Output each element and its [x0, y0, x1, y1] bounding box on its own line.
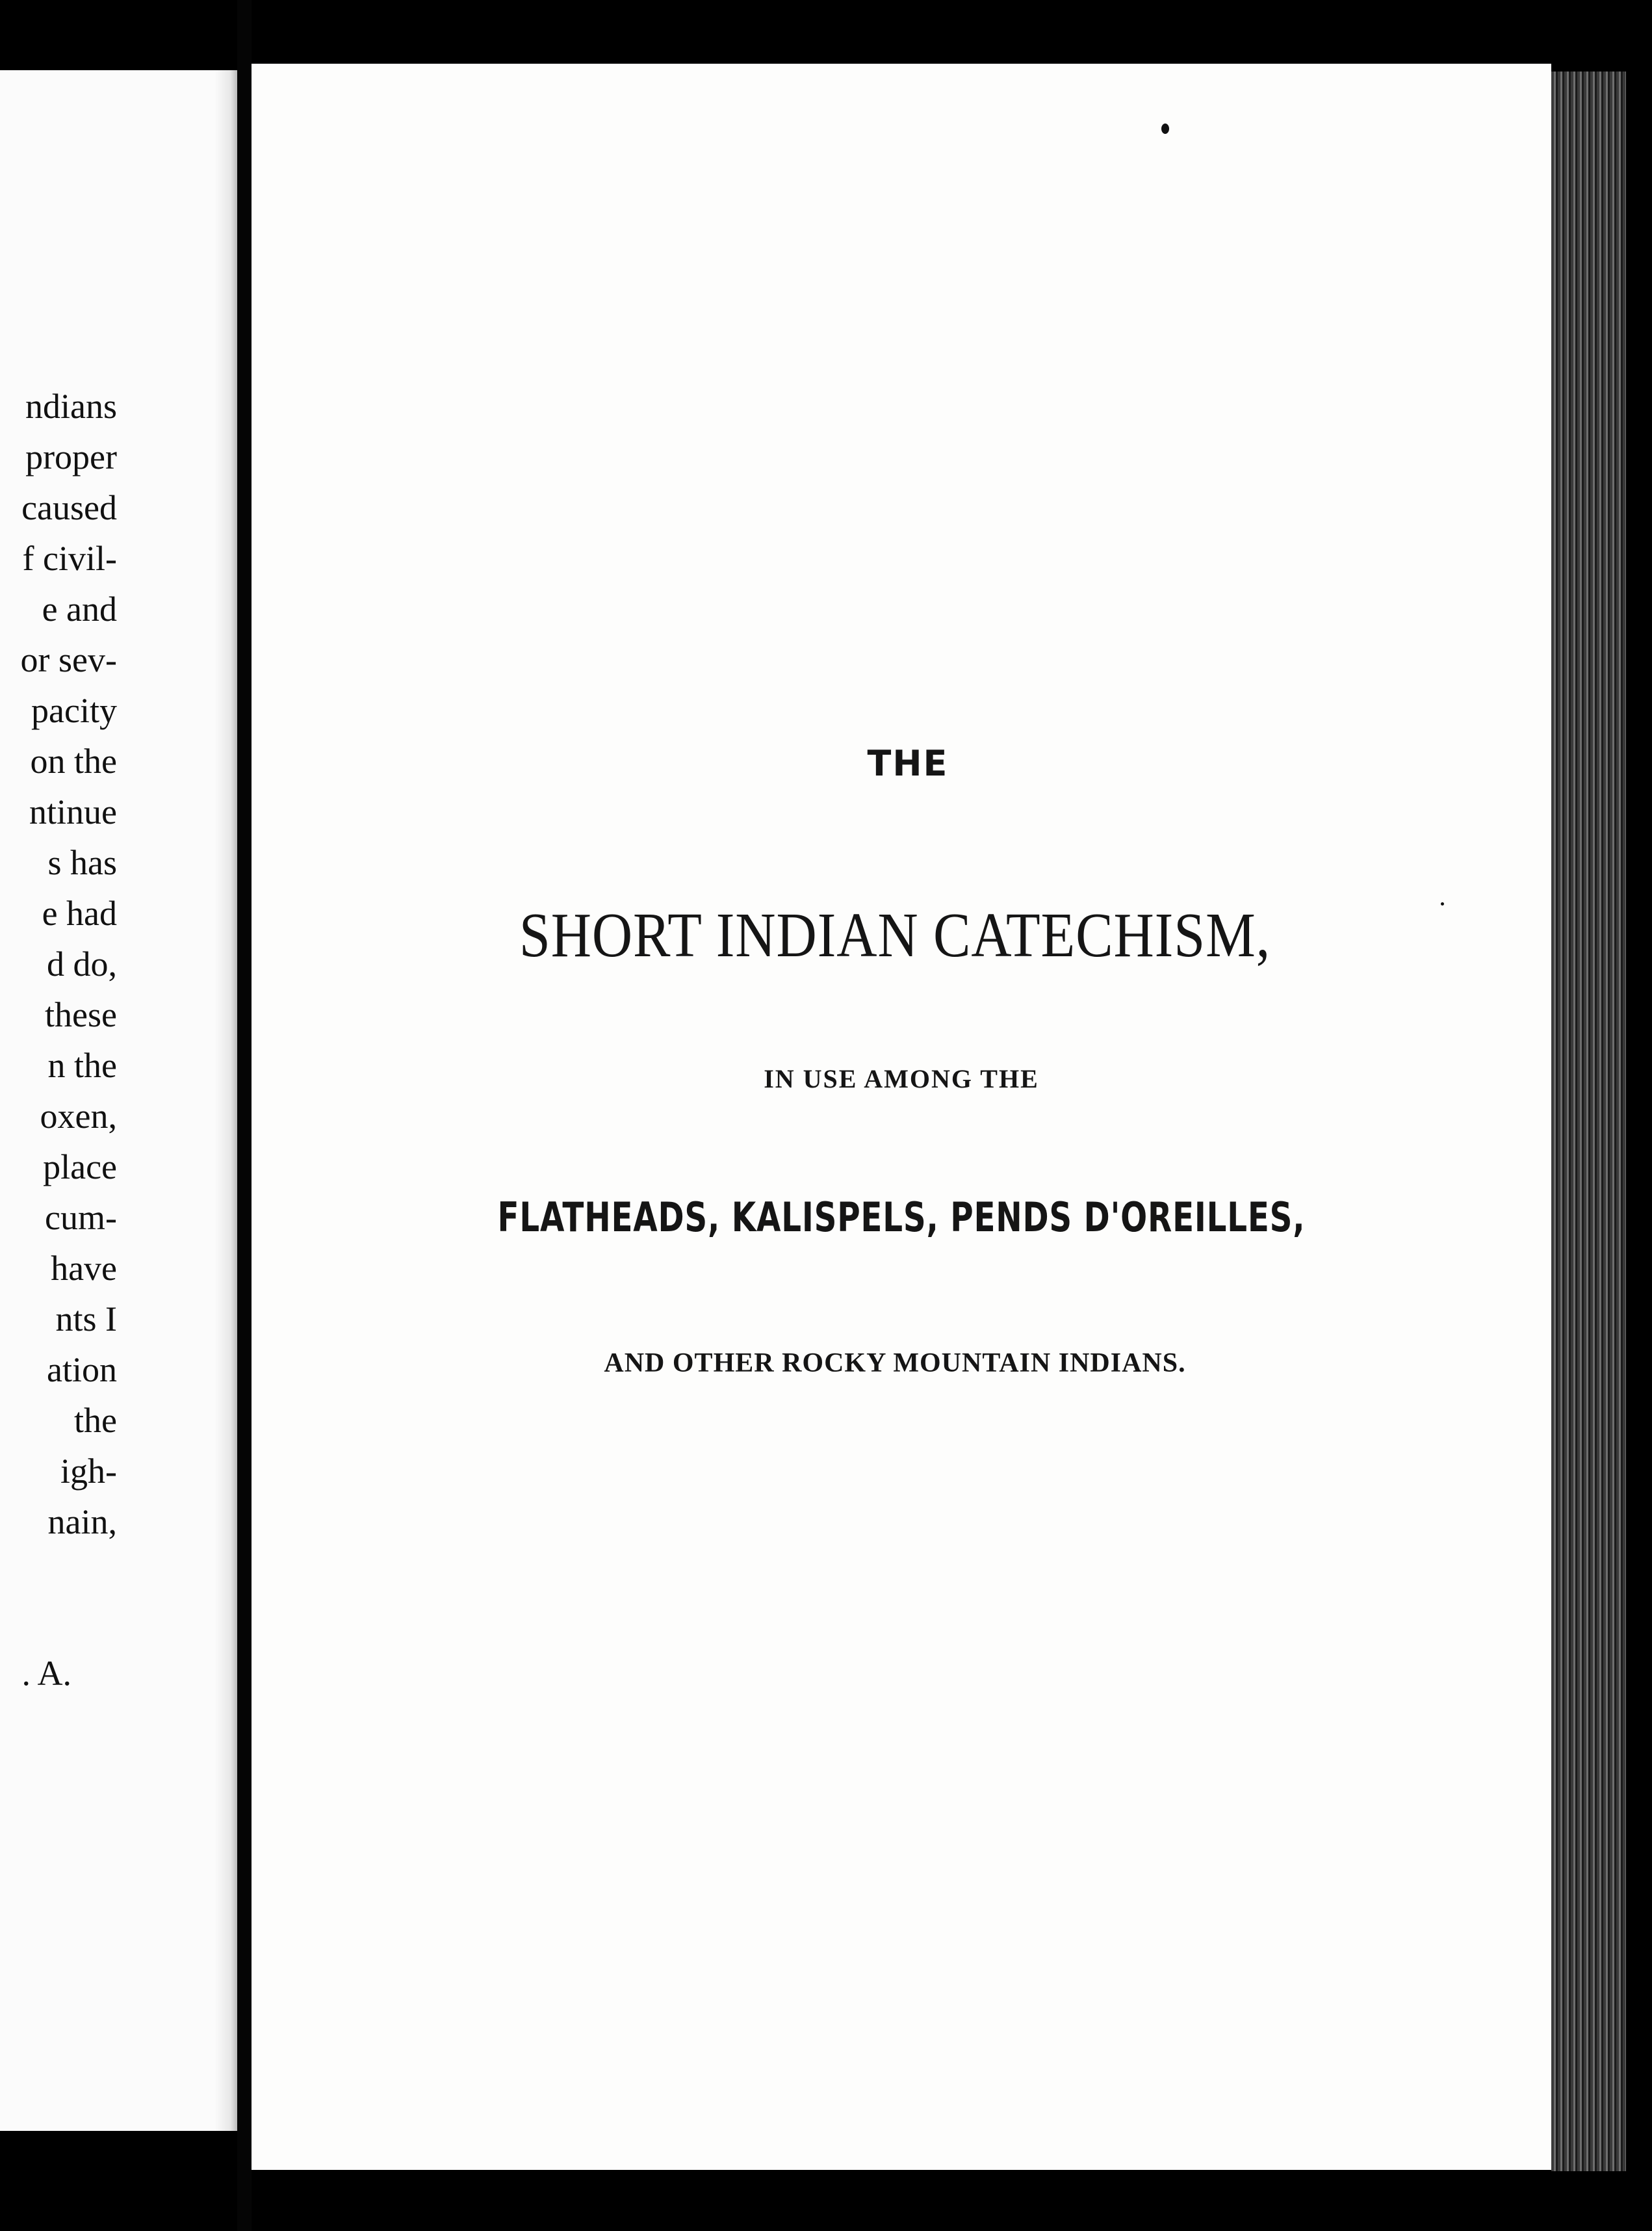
ink-speck — [1161, 124, 1169, 134]
left-page-line: place — [43, 1147, 117, 1186]
left-page-line: ntinue — [29, 792, 117, 831]
left-page-line: nain, — [47, 1502, 117, 1541]
left-page-line: s has — [47, 843, 117, 882]
title-the: THE — [867, 743, 949, 784]
page-block-edge — [1551, 72, 1626, 2171]
left-page-line: ndians — [25, 387, 117, 426]
left-page-line: proper — [25, 437, 117, 476]
left-page-line: on the — [30, 742, 117, 781]
left-page-line: pacity — [31, 691, 117, 730]
left-page-line: or sev- — [20, 640, 117, 679]
left-page-line: f civil- — [22, 539, 117, 578]
left-page-line: e and — [42, 590, 117, 629]
left-page-signoff: . A. — [21, 1654, 71, 1693]
left-page-line: these — [45, 995, 117, 1034]
main-title: SHORT INDIAN CATECHISM, — [519, 900, 1271, 971]
left-page-line: igh- — [60, 1452, 117, 1491]
left-page-line: n the — [47, 1046, 117, 1085]
left-page-line: nts I — [55, 1299, 117, 1338]
left-page-line: cum- — [45, 1198, 117, 1237]
title-page — [252, 64, 1551, 2170]
gutter-shadow — [214, 70, 237, 2131]
tribes-line: FLATHEADS, KALISPELS, PENDS D'OREILLES, — [497, 1194, 1306, 1241]
left-page-line: caused — [21, 488, 117, 527]
left-page-line: e had — [42, 894, 117, 933]
in-use-line: IN USE AMONG THE — [764, 1064, 1039, 1093]
left-page-line: have — [51, 1249, 117, 1288]
left-page-line: the — [74, 1401, 117, 1440]
left-page-line: oxen, — [40, 1097, 117, 1136]
left-page-line: d do, — [47, 945, 117, 984]
left-page-text-column — [0, 381, 117, 1547]
book-gutter — [237, 0, 252, 2231]
left-page-line: ation — [47, 1350, 117, 1389]
other-indians-line: AND OTHER ROCKY MOUNTAIN INDIANS. — [604, 1348, 1186, 1378]
left-facing-page — [0, 70, 237, 2131]
